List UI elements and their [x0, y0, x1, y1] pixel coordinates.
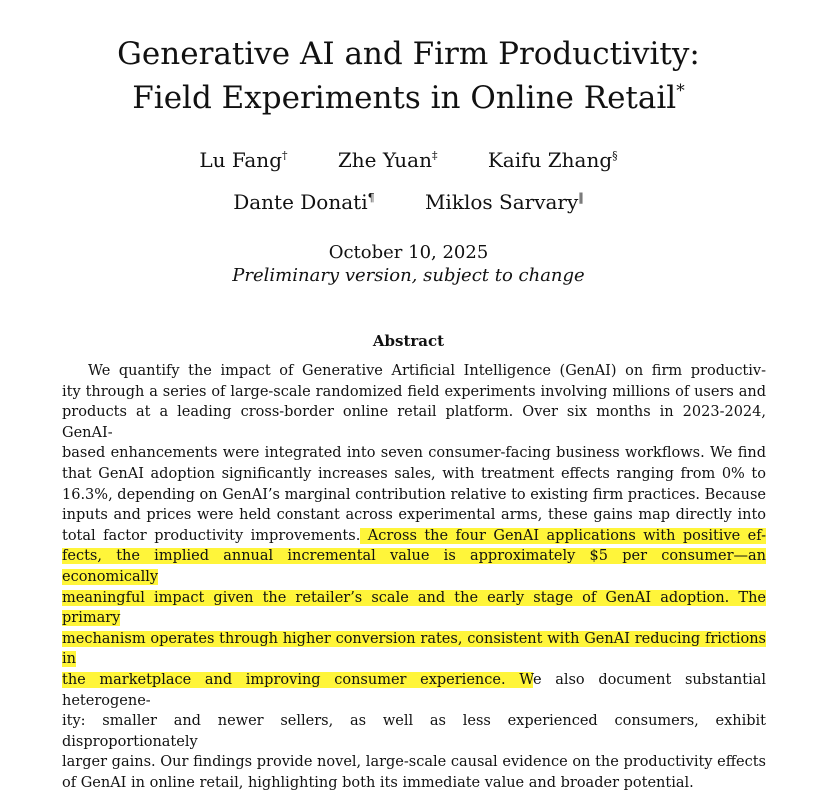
author	[488, 147, 618, 173]
author	[338, 147, 438, 173]
author-name: Zhe Yuan	[337, 148, 432, 172]
highlighted-text: the marketplace and improving consumer experience. W	[62, 671, 533, 688]
highlighted-text: mechanism operates through higher conversion rates, consistent with GenAI reducing frictions in	[62, 630, 766, 668]
abstract-text: total factor productivity improvements.	[62, 527, 361, 544]
abstract-line	[62, 588, 766, 629]
abstract-heading: Abstract	[372, 332, 445, 350]
abstract-line	[62, 526, 766, 547]
abstract-line	[62, 670, 766, 711]
abstract-line	[62, 629, 766, 670]
author	[199, 147, 287, 173]
author-mark: †	[282, 149, 288, 162]
author-mark: ¶	[367, 191, 375, 204]
version-note: Preliminary version, subject to change	[232, 265, 585, 286]
abstract-line: based enhancements were integrated into seven consumer-facing business workflows. We find	[62, 445, 766, 462]
abstract-line: ity through a series of large-scale randomized field experiments involving millions of users and	[62, 383, 766, 400]
author-mark: ‖	[578, 191, 584, 204]
author-name: Dante Donati	[233, 190, 368, 214]
abstract-line: of GenAI in online retail, highlighting both its immediate value and broader potential.	[62, 774, 694, 791]
paper-title	[0, 32, 817, 120]
author-name: Lu Fang	[199, 148, 282, 172]
author-name: Miklos Sarvary	[424, 190, 579, 214]
title-line-2	[0, 76, 817, 120]
highlighted-text: meaningful impact given the retailer’s scale and the early stage of GenAI adoption. The primary	[62, 589, 766, 627]
author-name: Kaifu Zhang	[487, 148, 613, 172]
abstract-line: products at a leading cross-border online retail platform. Over six months in 2023-2024, GenAI-	[62, 404, 766, 441]
abstract-line: inputs and prices were held constant across experimental arms, these gains map directly into	[62, 507, 766, 524]
highlighted-text: fects, the implied annual incremental value is approximately $5 per consumer—an economically	[62, 548, 766, 585]
author-row-1	[0, 147, 817, 173]
title-line-2-text: Field Experiments in Online Retail	[132, 80, 677, 116]
abstract-line: 16.3%, depending on GenAI’s marginal contribution relative to existing firm practices. Because	[62, 486, 766, 503]
paper-date: October 10, 2025	[328, 242, 489, 263]
abstract-body	[62, 361, 766, 793]
author	[425, 189, 584, 215]
abstract-line: that GenAI adoption significantly increases sales, with treatment effects ranging from 0% to	[62, 465, 766, 482]
abstract-line	[62, 546, 766, 587]
author	[233, 189, 374, 215]
abstract-line: larger gains. Our findings provide novel, large-scale causal evidence on the productivity effects	[62, 754, 766, 771]
highlighted-text: Across the four GenAI applications with positive ef-	[360, 527, 767, 544]
abstract-line: ity: smaller and newer sellers, as well as less experienced consumers, exhibit disproportionately	[62, 713, 766, 750]
title-line-1: Generative AI and Firm Productivity:	[117, 36, 700, 72]
title-footnote-mark: *	[676, 81, 685, 101]
author-row-2	[0, 189, 817, 215]
author-mark: §	[612, 149, 618, 162]
author-mark: ‡	[431, 149, 438, 162]
abstract-line: We quantify the impact of Generative Artificial Intelligence (GenAI) on firm productiv-	[88, 363, 766, 379]
abstract-text: e also document substantial heterogene-	[62, 671, 767, 709]
